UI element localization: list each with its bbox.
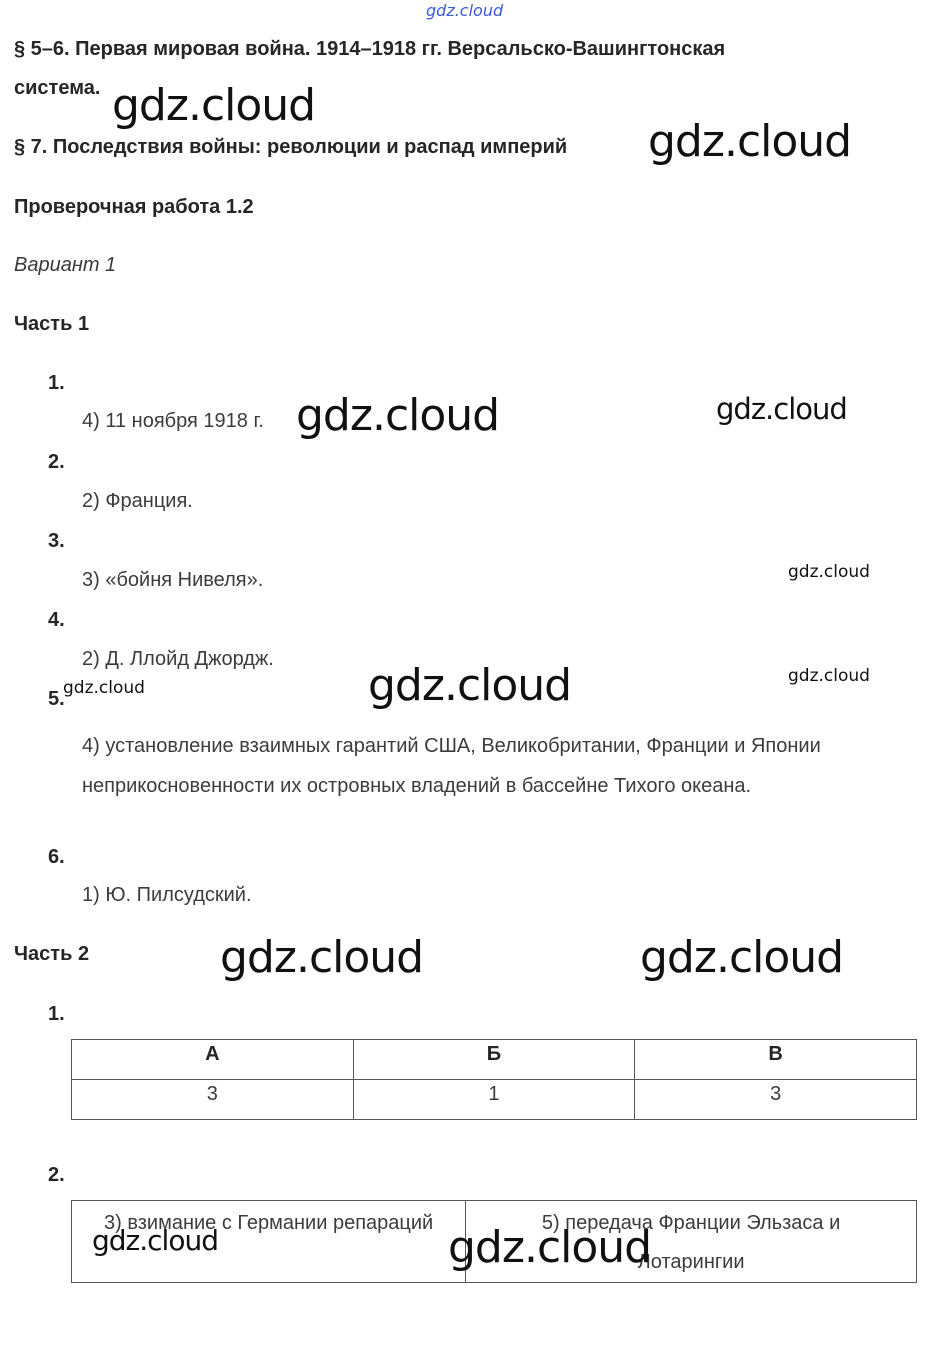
watermark: gdz.cloud xyxy=(296,390,500,441)
part1-answer: 3) «бойня Нивеля». xyxy=(82,569,264,591)
table-header-v: В xyxy=(635,1040,917,1080)
part1-answer: 2) Франция. xyxy=(82,490,193,512)
watermark: gdz.cloud xyxy=(716,392,847,426)
table-cell: 5) передача Франции Эльзаса и Лотарингии xyxy=(466,1201,917,1283)
table-cell: 3 xyxy=(635,1080,917,1120)
watermark: gdz.cloud xyxy=(640,932,844,983)
watermark: gdz.cloud xyxy=(788,666,870,686)
watermark: gdz.cloud xyxy=(788,562,870,582)
table-header-b: Б xyxy=(353,1040,635,1080)
table-header-a: А xyxy=(72,1040,354,1080)
watermark: gdz.cloud xyxy=(112,80,316,131)
table-cell: 3) взимание с Германии репараций xyxy=(72,1201,466,1283)
answer-table xyxy=(71,1039,917,1120)
part1-label: Часть 1 xyxy=(14,313,90,335)
part1-question-number: 6. xyxy=(48,846,65,868)
part1-question-number: 2. xyxy=(48,451,65,473)
part2-question-number: 2. xyxy=(48,1164,65,1186)
part1-answer: 4) установление взаимных гарантий США, Великобритании, Франции и Японии неприкосновенности их островных владений в бассейне Тихого океана. xyxy=(82,735,821,797)
watermark: gdz.cloud xyxy=(92,1224,218,1257)
watermark: gdz.cloud xyxy=(220,932,424,983)
variant-label: Вариант 1 xyxy=(14,254,117,276)
part1-question-number: 1. xyxy=(48,372,65,394)
table-cell: 1 xyxy=(353,1080,635,1120)
part2-question-number: 1. xyxy=(48,1003,65,1025)
work-title: Проверочная работа 1.2 xyxy=(14,196,254,218)
section-title-line2: система. xyxy=(14,77,101,99)
part2-label: Часть 2 xyxy=(14,943,90,965)
part1-question-number: 3. xyxy=(48,530,65,552)
part1-answer: 1) Ю. Пилсудский. xyxy=(82,884,252,906)
table-cell: 3 xyxy=(72,1080,354,1120)
watermark: gdz.cloud xyxy=(426,1,504,20)
part1-answer: 2) Д. Ллойд Джордж. xyxy=(82,648,274,670)
watermark: gdz.cloud xyxy=(63,678,145,698)
watermark: gdz.cloud xyxy=(448,1222,652,1273)
part1-question-number: 4. xyxy=(48,609,65,631)
watermark: gdz.cloud xyxy=(368,660,572,711)
watermark: gdz.cloud xyxy=(648,116,852,167)
section-title-2: § 7. Последствия войны: революции и распад империй xyxy=(14,136,568,158)
section-title-line1: § 5–6. Первая мировая война. 1914–1918 гг. Версальско-Вашингтонская xyxy=(14,38,726,60)
part1-answer: 4) 11 ноября 1918 г. xyxy=(82,410,264,432)
part1-question-number: 5. xyxy=(48,688,65,710)
